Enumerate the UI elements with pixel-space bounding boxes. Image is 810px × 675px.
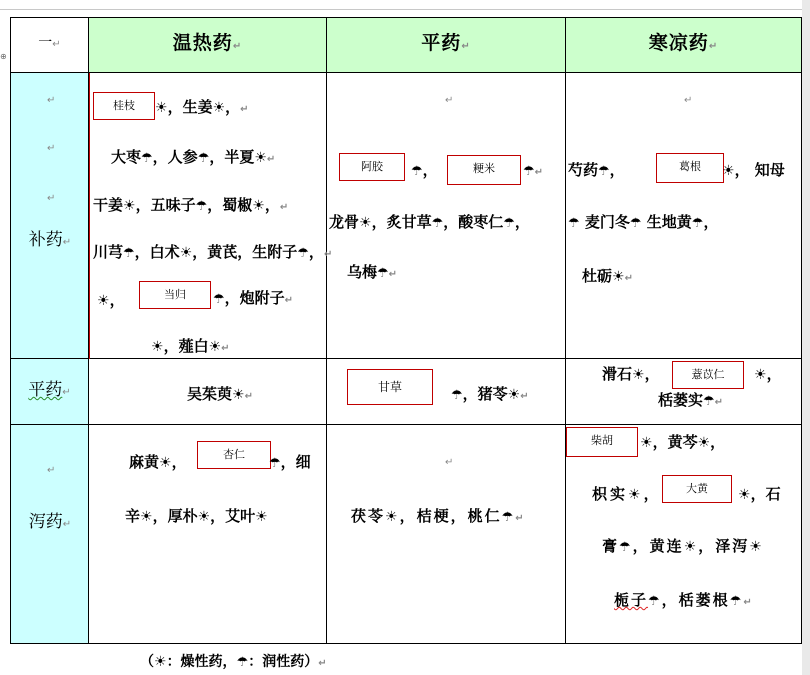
moist-icon: ☂ [703, 394, 715, 409]
dry-icon: ☀ [97, 293, 110, 309]
row-label-purge: 泻药 [28, 512, 63, 532]
paragraph-mark: ↵ [62, 519, 72, 530]
dry-icon: ☀ [754, 367, 767, 383]
herb-box-yiyiren: 薏苡仁 [672, 361, 744, 389]
moist-icon: ☂ [619, 540, 633, 555]
herb-box-danggui: 当归 [139, 281, 211, 309]
legend-close: ） [304, 654, 319, 670]
table-header-row [11, 18, 802, 73]
herb-text: ，黄芪，生附子 [192, 243, 298, 261]
table-row-purge [11, 425, 802, 644]
dry-icon: ☀ [749, 539, 764, 555]
paragraph-mark: ↵ [47, 143, 56, 154]
paragraph-mark: ↵ [62, 237, 72, 248]
herb-text: ，五味子 [135, 196, 196, 214]
paragraph-mark: ↵ [47, 95, 56, 106]
dry-icon: ☀ [507, 387, 521, 403]
herb-text: ， [264, 196, 280, 214]
herb-text: 干姜 [93, 196, 124, 214]
dry-icon: ☀ [159, 455, 172, 471]
corner-cell [11, 18, 89, 73]
row-label-purge-cell [11, 425, 89, 644]
paragraph-mark: ↵ [388, 269, 398, 280]
dry-icon: ☀ [212, 100, 226, 116]
moist-icon: ☂ [236, 655, 249, 670]
paragraph-mark: ↵ [232, 41, 243, 52]
paragraph-mark: ↵ [52, 39, 61, 50]
purge-neutral-cell [327, 425, 566, 644]
herb-box-ejiao: 阿胶 [339, 153, 405, 181]
herb-box-guizhi: 桂枝 [93, 92, 155, 120]
header-cold-cell [566, 18, 802, 73]
moist-icon: ☂ [213, 292, 225, 307]
moist-icon: ☂ [377, 266, 389, 281]
neutral-neutral-cell [327, 359, 566, 425]
dry-icon: ☀ [628, 487, 644, 503]
paragraph-mark: ↵ [266, 154, 276, 165]
dry-icon: ☀ [612, 269, 625, 285]
corner-text: 一 [38, 35, 53, 51]
paragraph-mark: ↵ [47, 193, 56, 204]
paragraph-mark: ↵ [279, 202, 289, 213]
herb-text: 杜砺 [582, 267, 613, 285]
legend-open: （ [140, 654, 154, 670]
row-label-neutral: 平药 [28, 380, 63, 400]
moist-icon: ☂ [431, 216, 444, 231]
moist-icon: ☂ [501, 510, 516, 525]
dry-icon: ☀ [738, 487, 751, 503]
dry-icon: ☀ [252, 198, 265, 214]
paragraph-mark: ↵ [515, 513, 526, 524]
moist-icon: ☂ [523, 164, 535, 179]
herb-text: ，栝蒌根 [661, 591, 730, 609]
moist-icon: ☂ [451, 388, 463, 403]
dry-icon: ☀ [632, 367, 645, 383]
herb-text: ， [766, 365, 782, 383]
moist-icon: ☂ [197, 151, 210, 166]
herb-text: 川芎 [93, 243, 124, 261]
paragraph-mark: ↵ [708, 41, 719, 52]
purge-cold-cell [566, 425, 802, 644]
herb-text: 枳实 [592, 485, 629, 503]
moist-icon: ☂ [503, 216, 515, 231]
page-margin [802, 0, 810, 675]
herb-text: ， [609, 161, 625, 179]
moist-icon: ☂ [269, 456, 281, 471]
tonic-warm-cell [89, 73, 333, 359]
paragraph-mark: ↵ [221, 343, 230, 354]
dry-icon: ☀ [140, 509, 153, 525]
purge-warm-cell [89, 425, 327, 644]
row-label-tonic: 补药 [28, 230, 63, 250]
dry-icon: ☀ [154, 654, 167, 670]
herb-text: ， [703, 213, 719, 231]
herb-text: ， 知母 [734, 161, 785, 179]
herb-text: ， [710, 433, 726, 451]
herb-text: ，细 [280, 453, 311, 471]
neutral-warm-cell [89, 359, 327, 425]
herb-box-xingren: 杏仁 [197, 441, 271, 469]
dry-icon: ☀ [722, 163, 735, 179]
herb-box-jingmi: 粳米 [447, 155, 521, 185]
ruler-line [0, 9, 810, 10]
row-label-neutral-cell [11, 359, 89, 425]
herb-text: ，生姜 [167, 98, 213, 116]
herb-table [10, 17, 802, 644]
herb-text: 乌梅 [347, 263, 378, 281]
paragraph-mark: ↵ [684, 95, 693, 106]
moist-icon: ☂ [729, 594, 744, 609]
dry-icon: ☀ [232, 387, 245, 403]
herb-text: ， [171, 453, 187, 471]
dry-icon: ☀ [255, 509, 268, 525]
dry-icon: ☀ [179, 245, 193, 261]
paragraph-mark: ↵ [240, 104, 249, 115]
paragraph-mark: ↵ [520, 391, 529, 402]
herb-text: ，黄芩 [652, 433, 698, 451]
table-row-neutral [11, 359, 802, 425]
herb-text: 栀子 [614, 591, 649, 609]
herb-box-gegen: 葛根 [656, 153, 724, 183]
herb-text: 吴茱萸 [187, 385, 233, 403]
table-row-tonic [11, 73, 802, 359]
paragraph-mark: ↵ [624, 273, 633, 284]
herb-text: ， [644, 365, 660, 383]
herb-text: ，猪苓 [462, 385, 508, 403]
dry-icon: ☀ [151, 339, 164, 355]
table-move-handle-icon[interactable]: ⊕ [0, 52, 7, 61]
herb-text: ，炙甘草 [371, 213, 432, 231]
herb-text: 茯苓 [351, 507, 386, 525]
herb-text: ， [643, 485, 662, 503]
row-label-tonic-cell [11, 73, 89, 359]
moist-icon: ☂ [648, 594, 662, 609]
moist-icon: ☂ [123, 246, 135, 261]
herb-text: ，酸枣仁 [443, 213, 504, 231]
herb-text: ，艾叶 [210, 507, 256, 525]
paragraph-mark: ↵ [244, 391, 253, 402]
herb-text: 麦门冬 [579, 213, 630, 231]
herb-text: ，桔梗，桃仁 [399, 507, 502, 525]
moist-icon: ☂ [411, 164, 423, 179]
tonic-neutral-cell [327, 73, 566, 359]
dry-icon: ☀ [254, 150, 267, 166]
herb-text: ， [225, 98, 241, 116]
dry-icon: ☀ [155, 100, 168, 116]
herb-text: ，半夏 [209, 148, 255, 166]
paragraph-mark: ↵ [284, 295, 294, 306]
paragraph-mark: ↵ [323, 249, 333, 260]
herb-text: 生地黄 [641, 213, 692, 231]
herb-text: 芍药 [568, 161, 599, 179]
moist-icon: ☂ [691, 216, 704, 231]
cell-red-border [89, 73, 90, 359]
herb-text: 麻黄 [129, 453, 160, 471]
dry-icon: ☀ [359, 215, 372, 231]
herb-text: ，石 [750, 485, 781, 503]
paragraph-mark: ↵ [534, 167, 544, 178]
paragraph-mark: ↵ [318, 658, 327, 669]
paragraph-mark: ↵ [445, 95, 454, 106]
moist-icon: ☂ [195, 199, 208, 214]
dry-icon: ☀ [640, 435, 653, 451]
dry-icon: ☀ [385, 509, 400, 525]
herb-text: ，炮附子 [224, 289, 285, 307]
herb-text: 辛 [125, 507, 141, 525]
herb-text: 龙骨 [329, 213, 360, 231]
herb-text: ，黄连 [632, 537, 684, 555]
legend-dry-label: ：燥性药， [166, 654, 237, 670]
header-warm-cell [89, 18, 327, 73]
paragraph-mark: ↵ [461, 41, 471, 52]
moist-icon: ☂ [629, 216, 642, 231]
herb-text: ，厚朴 [152, 507, 198, 525]
herb-text: ， [308, 243, 324, 261]
moist-icon: ☂ [568, 216, 580, 231]
header-neutral-cell [327, 18, 566, 73]
legend [140, 651, 327, 671]
herb-text: 栝蒌实 [658, 391, 704, 409]
herb-text: 大枣 [111, 148, 142, 166]
header-neutral: 平药 [421, 32, 462, 54]
dry-icon: ☀ [697, 435, 711, 451]
dry-icon: ☀ [683, 539, 699, 555]
herb-text: 滑石 [602, 365, 633, 383]
herb-box-dahuang: 大黄 [662, 475, 732, 503]
herb-text: ，人参 [152, 148, 198, 166]
herb-text: ， [514, 213, 530, 231]
herb-text: ，泽泻 [698, 537, 750, 555]
tonic-cold-cell [566, 73, 802, 359]
paragraph-mark: ↵ [445, 457, 454, 468]
dry-icon: ☀ [197, 509, 211, 525]
herb-text: ， [109, 291, 125, 309]
herb-text: ，薤白 [163, 337, 209, 355]
herb-box-gancao: 甘草 [347, 369, 433, 405]
neutral-cold-cell [566, 359, 802, 425]
header-warm: 温热药 [172, 32, 233, 54]
header-cold: 寒凉药 [648, 32, 709, 54]
moist-icon: ☂ [598, 164, 610, 179]
paragraph-mark: ↵ [47, 465, 56, 476]
herb-text: ，白术 [134, 243, 180, 261]
paragraph-mark: ↵ [743, 597, 754, 608]
herb-text: ， [422, 161, 438, 179]
dry-icon: ☀ [208, 339, 222, 355]
paragraph-mark: ↵ [62, 387, 71, 398]
herb-box-chaihu: 柴胡 [566, 427, 638, 457]
dry-icon: ☀ [123, 198, 136, 214]
herb-text: 膏 [602, 537, 620, 555]
moist-icon: ☂ [297, 246, 309, 261]
paragraph-mark: ↵ [714, 397, 724, 408]
legend-moist-label: ：润性药 [248, 654, 305, 670]
moist-icon: ☂ [141, 151, 153, 166]
herb-text: ，蜀椒 [207, 196, 253, 214]
